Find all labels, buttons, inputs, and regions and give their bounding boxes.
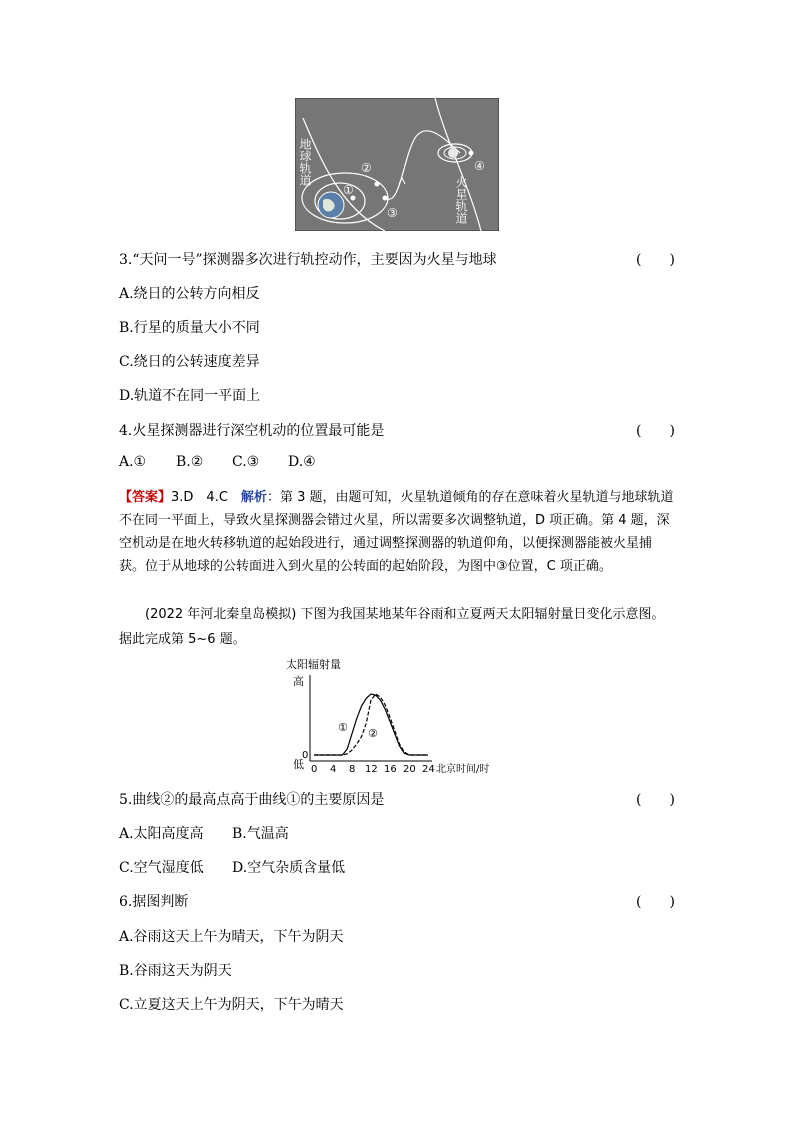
q3-option-c[interactable]: C.绕日的公转速度差异 <box>119 354 260 370</box>
answer-blank-3[interactable]: ( ) <box>636 252 675 268</box>
answer-keys: 3.D 4.C <box>171 490 241 505</box>
question-4-stem: 4.火星探测器进行深空机动的位置最可能是 <box>119 423 385 439</box>
q5-option-d[interactable]: D.空气杂质含量低 <box>232 860 346 876</box>
q5-option-c[interactable]: C.空气湿度低 <box>119 860 204 876</box>
svg-text:②: ② <box>361 161 372 175</box>
answer-analysis <box>119 486 675 578</box>
answer-blank-6[interactable]: ( ) <box>636 894 675 910</box>
analysis-label: 解析 <box>240 490 267 505</box>
q6-option-a[interactable]: A.谷雨这天上午为晴天，下午为阴天 <box>119 929 344 945</box>
answer-blank-4[interactable]: ( ) <box>636 423 675 439</box>
solar-radiation-chart <box>280 655 510 780</box>
question-5-stem: 5.曲线②的最高点高于曲线①的主要原因是 <box>119 792 385 808</box>
svg-text:①: ① <box>343 183 354 197</box>
q4-option-c[interactable]: C.③ <box>232 454 260 470</box>
svg-text:④: ④ <box>474 159 485 173</box>
x-tick-16: 16 <box>384 764 397 775</box>
question-6-stem: 6.据图判断 <box>119 894 189 910</box>
q4-option-a[interactable]: A.① <box>119 454 147 470</box>
x-tick-20: 20 <box>403 764 416 775</box>
series-2-label: ② <box>368 727 378 740</box>
orbit-diagram <box>295 98 499 231</box>
x-tick-4: 4 <box>330 764 337 775</box>
answer-blank-5[interactable]: ( ) <box>636 792 675 808</box>
q6-option-b[interactable]: B.谷雨这天为阴天 <box>119 963 232 979</box>
x-tick-0: 0 <box>311 764 318 775</box>
answer-tag: 【答案】 <box>119 490 172 505</box>
q5-option-b[interactable]: B.气温高 <box>232 826 289 842</box>
earth-orbit-label: 地球轨道 <box>298 138 312 186</box>
y-tick-zero: 0 <box>302 750 309 761</box>
series-line-2 <box>314 694 428 755</box>
q4-option-d[interactable]: D.④ <box>288 454 316 470</box>
analysis-text: ：第 3 题，由题可知，火星轨道倾角的存在意味着火星轨道与地球轨道不在同一平面上，导致火星探测器会错过火星，所以需要多次调整轨道，D 项正确。第 4 题，深空机动是在地火转移轨道的起始段进行，通过调整探测器的轨道仰角，以便探测器能被火星捕获。位于从地球的公转面进入到火星的公转面的起始阶段，为图中③位置，C 项正确。 <box>119 490 674 574</box>
material-intro: (2022 年河北秦皇岛模拟) 下图为我国某地某年谷雨和立夏两天太阳辐射量日变化示意图。据此完成第 5~6 题。 <box>119 607 665 647</box>
mars-orbit-label: 火星轨道 <box>454 176 468 224</box>
x-axis-label: 北京时间/时 <box>436 764 490 775</box>
y-tick-high: 高 <box>293 675 304 688</box>
q3-option-d[interactable]: D.轨道不在同一平面上 <box>119 388 261 404</box>
y-tick-low: 低 <box>293 758 304 771</box>
x-tick-12: 12 <box>365 764 378 775</box>
q3-option-b[interactable]: B.行星的质量大小不同 <box>119 320 260 336</box>
q4-option-b[interactable]: B.② <box>176 454 204 470</box>
series-1-label: ① <box>338 721 348 734</box>
svg-text:③: ③ <box>387 206 398 220</box>
q5-option-a[interactable]: A.太阳高度高 <box>119 826 204 842</box>
series-line-1 <box>314 694 428 755</box>
x-tick-24: 24 <box>422 764 435 775</box>
q6-option-c[interactable]: C.立夏这天上午为阴天，下午为晴天 <box>119 997 344 1013</box>
mars-icon <box>448 148 458 158</box>
q3-option-a[interactable]: A.绕日的公转方向相反 <box>119 286 260 302</box>
x-tick-8: 8 <box>349 764 356 775</box>
question-3-stem: 3.“天问一号”探测器多次进行轨控动作，主要因为火星与地球 <box>119 252 497 268</box>
y-axis-label: 太阳辐射量 <box>286 658 341 671</box>
